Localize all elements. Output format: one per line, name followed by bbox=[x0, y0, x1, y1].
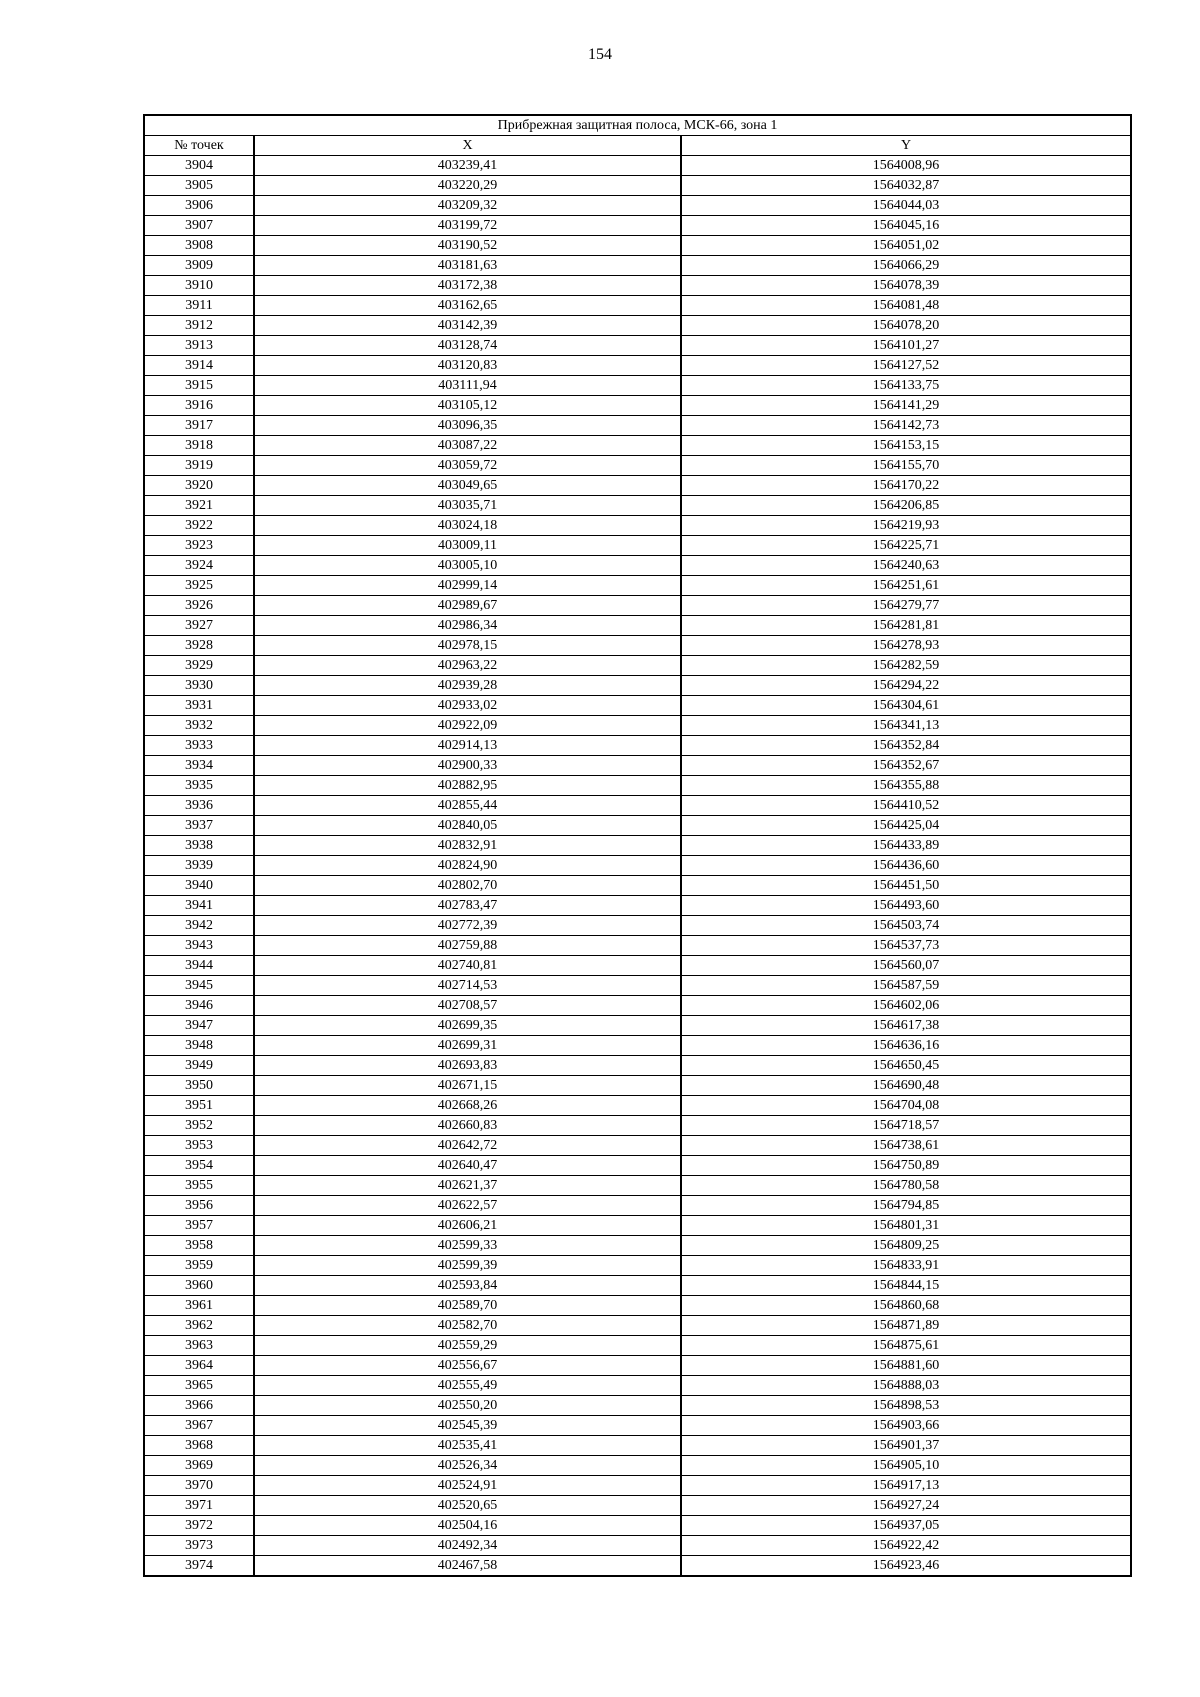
point-number-cell: 3922 bbox=[144, 516, 254, 536]
table-caption-row bbox=[144, 115, 1131, 136]
coordinates-table bbox=[143, 114, 1132, 1577]
y-coordinate-cell: 1564410,52 bbox=[681, 796, 1131, 816]
x-coordinate-cell: 402708,57 bbox=[254, 996, 681, 1016]
table-row bbox=[144, 856, 1131, 876]
y-coordinate-cell: 1564133,75 bbox=[681, 376, 1131, 396]
point-number-cell: 3949 bbox=[144, 1056, 254, 1076]
y-coordinate-cell: 1564206,85 bbox=[681, 496, 1131, 516]
table-row bbox=[144, 1176, 1131, 1196]
x-coordinate-cell: 403035,71 bbox=[254, 496, 681, 516]
table-row bbox=[144, 1496, 1131, 1516]
point-number-cell: 3941 bbox=[144, 896, 254, 916]
point-number-cell: 3955 bbox=[144, 1176, 254, 1196]
table-row bbox=[144, 1296, 1131, 1316]
point-number-cell: 3938 bbox=[144, 836, 254, 856]
x-coordinate-cell: 403181,63 bbox=[254, 256, 681, 276]
y-coordinate-cell: 1564844,15 bbox=[681, 1276, 1131, 1296]
x-coordinate-cell: 402855,44 bbox=[254, 796, 681, 816]
x-coordinate-cell: 402772,39 bbox=[254, 916, 681, 936]
y-coordinate-cell: 1564155,70 bbox=[681, 456, 1131, 476]
x-coordinate-cell: 403162,65 bbox=[254, 296, 681, 316]
y-coordinate-cell: 1564141,29 bbox=[681, 396, 1131, 416]
table-row bbox=[144, 316, 1131, 336]
point-number-cell: 3926 bbox=[144, 596, 254, 616]
x-coordinate-cell: 402599,33 bbox=[254, 1236, 681, 1256]
x-coordinate-cell: 403239,41 bbox=[254, 156, 681, 176]
x-coordinate-cell: 402740,81 bbox=[254, 956, 681, 976]
x-coordinate-cell: 403172,38 bbox=[254, 276, 681, 296]
y-coordinate-cell: 1564493,60 bbox=[681, 896, 1131, 916]
table-row bbox=[144, 1396, 1131, 1416]
x-coordinate-cell: 402535,41 bbox=[254, 1436, 681, 1456]
point-number-cell: 3972 bbox=[144, 1516, 254, 1536]
point-number-cell: 3960 bbox=[144, 1276, 254, 1296]
table-row bbox=[144, 396, 1131, 416]
x-coordinate-cell: 403199,72 bbox=[254, 216, 681, 236]
x-coordinate-cell: 402699,31 bbox=[254, 1036, 681, 1056]
point-number-cell: 3908 bbox=[144, 236, 254, 256]
point-number-cell: 3954 bbox=[144, 1156, 254, 1176]
y-coordinate-cell: 1564833,91 bbox=[681, 1256, 1131, 1276]
y-coordinate-cell: 1564078,20 bbox=[681, 316, 1131, 336]
x-coordinate-cell: 402693,83 bbox=[254, 1056, 681, 1076]
point-number-cell: 3907 bbox=[144, 216, 254, 236]
x-coordinate-cell: 402492,34 bbox=[254, 1536, 681, 1556]
x-coordinate-cell: 402989,67 bbox=[254, 596, 681, 616]
table-row bbox=[144, 416, 1131, 436]
y-coordinate-cell: 1564051,02 bbox=[681, 236, 1131, 256]
table-row bbox=[144, 1136, 1131, 1156]
point-number-cell: 3916 bbox=[144, 396, 254, 416]
y-coordinate-cell: 1564066,29 bbox=[681, 256, 1131, 276]
y-coordinate-cell: 1564425,04 bbox=[681, 816, 1131, 836]
x-coordinate-cell: 402622,57 bbox=[254, 1196, 681, 1216]
point-number-cell: 3944 bbox=[144, 956, 254, 976]
y-coordinate-cell: 1564032,87 bbox=[681, 176, 1131, 196]
x-coordinate-cell: 402593,84 bbox=[254, 1276, 681, 1296]
y-coordinate-cell: 1564801,31 bbox=[681, 1216, 1131, 1236]
column-header-y: Y bbox=[681, 136, 1131, 156]
table-row bbox=[144, 936, 1131, 956]
table-row bbox=[144, 1416, 1131, 1436]
table-row bbox=[144, 536, 1131, 556]
y-coordinate-cell: 1564170,22 bbox=[681, 476, 1131, 496]
point-number-cell: 3964 bbox=[144, 1356, 254, 1376]
table-row bbox=[144, 236, 1131, 256]
y-coordinate-cell: 1564560,07 bbox=[681, 956, 1131, 976]
point-number-cell: 3915 bbox=[144, 376, 254, 396]
x-coordinate-cell: 402520,65 bbox=[254, 1496, 681, 1516]
point-number-cell: 3935 bbox=[144, 776, 254, 796]
x-coordinate-cell: 402999,14 bbox=[254, 576, 681, 596]
table-row bbox=[144, 896, 1131, 916]
y-coordinate-cell: 1564875,61 bbox=[681, 1336, 1131, 1356]
table-row bbox=[144, 476, 1131, 496]
y-coordinate-cell: 1564937,05 bbox=[681, 1516, 1131, 1536]
x-coordinate-cell: 402783,47 bbox=[254, 896, 681, 916]
x-coordinate-cell: 402640,47 bbox=[254, 1156, 681, 1176]
x-coordinate-cell: 402642,72 bbox=[254, 1136, 681, 1156]
y-coordinate-cell: 1564251,61 bbox=[681, 576, 1131, 596]
table-row bbox=[144, 1556, 1131, 1577]
table-row bbox=[144, 456, 1131, 476]
table-row bbox=[144, 516, 1131, 536]
point-number-cell: 3963 bbox=[144, 1336, 254, 1356]
x-coordinate-cell: 402599,39 bbox=[254, 1256, 681, 1276]
x-coordinate-cell: 402524,91 bbox=[254, 1476, 681, 1496]
table-row bbox=[144, 1476, 1131, 1496]
table-row bbox=[144, 576, 1131, 596]
y-coordinate-cell: 1564278,93 bbox=[681, 636, 1131, 656]
table-row bbox=[144, 916, 1131, 936]
point-number-cell: 3958 bbox=[144, 1236, 254, 1256]
point-number-cell: 3950 bbox=[144, 1076, 254, 1096]
x-coordinate-cell: 402582,70 bbox=[254, 1316, 681, 1336]
y-coordinate-cell: 1564142,73 bbox=[681, 416, 1131, 436]
point-number-cell: 3932 bbox=[144, 716, 254, 736]
y-coordinate-cell: 1564871,89 bbox=[681, 1316, 1131, 1336]
table-row bbox=[144, 1456, 1131, 1476]
y-coordinate-cell: 1564690,48 bbox=[681, 1076, 1131, 1096]
y-coordinate-cell: 1564602,06 bbox=[681, 996, 1131, 1016]
y-coordinate-cell: 1564718,57 bbox=[681, 1116, 1131, 1136]
table-row bbox=[144, 1236, 1131, 1256]
table-row bbox=[144, 176, 1131, 196]
table-row bbox=[144, 1316, 1131, 1336]
x-coordinate-cell: 403120,83 bbox=[254, 356, 681, 376]
table-row bbox=[144, 556, 1131, 576]
table-row bbox=[144, 1096, 1131, 1116]
point-number-cell: 3917 bbox=[144, 416, 254, 436]
y-coordinate-cell: 1564901,37 bbox=[681, 1436, 1131, 1456]
x-coordinate-cell: 402671,15 bbox=[254, 1076, 681, 1096]
y-coordinate-cell: 1564341,13 bbox=[681, 716, 1131, 736]
point-number-cell: 3965 bbox=[144, 1376, 254, 1396]
table-row bbox=[144, 336, 1131, 356]
y-coordinate-cell: 1564809,25 bbox=[681, 1236, 1131, 1256]
table-row bbox=[144, 656, 1131, 676]
table-row bbox=[144, 696, 1131, 716]
y-coordinate-cell: 1564617,38 bbox=[681, 1016, 1131, 1036]
x-coordinate-cell: 402802,70 bbox=[254, 876, 681, 896]
y-coordinate-cell: 1564433,89 bbox=[681, 836, 1131, 856]
x-coordinate-cell: 402714,53 bbox=[254, 976, 681, 996]
y-coordinate-cell: 1564281,81 bbox=[681, 616, 1131, 636]
point-number-cell: 3930 bbox=[144, 676, 254, 696]
y-coordinate-cell: 1564436,60 bbox=[681, 856, 1131, 876]
table-row bbox=[144, 1076, 1131, 1096]
point-number-cell: 3971 bbox=[144, 1496, 254, 1516]
y-coordinate-cell: 1564650,45 bbox=[681, 1056, 1131, 1076]
x-coordinate-cell: 403190,52 bbox=[254, 236, 681, 256]
point-number-cell: 3913 bbox=[144, 336, 254, 356]
y-coordinate-cell: 1564127,52 bbox=[681, 356, 1131, 376]
x-coordinate-cell: 403059,72 bbox=[254, 456, 681, 476]
point-number-cell: 3953 bbox=[144, 1136, 254, 1156]
y-coordinate-cell: 1564905,10 bbox=[681, 1456, 1131, 1476]
point-number-cell: 3918 bbox=[144, 436, 254, 456]
y-coordinate-cell: 1564081,48 bbox=[681, 296, 1131, 316]
y-coordinate-cell: 1564898,53 bbox=[681, 1396, 1131, 1416]
point-number-cell: 3928 bbox=[144, 636, 254, 656]
y-coordinate-cell: 1564917,13 bbox=[681, 1476, 1131, 1496]
y-coordinate-cell: 1564352,84 bbox=[681, 736, 1131, 756]
y-coordinate-cell: 1564922,42 bbox=[681, 1536, 1131, 1556]
point-number-cell: 3906 bbox=[144, 196, 254, 216]
table-row bbox=[144, 1156, 1131, 1176]
x-coordinate-cell: 402526,34 bbox=[254, 1456, 681, 1476]
x-coordinate-cell: 402559,29 bbox=[254, 1336, 681, 1356]
point-number-cell: 3923 bbox=[144, 536, 254, 556]
x-coordinate-cell: 402699,35 bbox=[254, 1016, 681, 1036]
table-row bbox=[144, 1256, 1131, 1276]
table-row bbox=[144, 716, 1131, 736]
x-coordinate-cell: 402759,88 bbox=[254, 936, 681, 956]
point-number-cell: 3948 bbox=[144, 1036, 254, 1056]
y-coordinate-cell: 1564537,73 bbox=[681, 936, 1131, 956]
x-coordinate-cell: 403005,10 bbox=[254, 556, 681, 576]
point-number-cell: 3909 bbox=[144, 256, 254, 276]
table-row bbox=[144, 1436, 1131, 1456]
y-coordinate-cell: 1564352,67 bbox=[681, 756, 1131, 776]
point-number-cell: 3946 bbox=[144, 996, 254, 1016]
y-coordinate-cell: 1564044,03 bbox=[681, 196, 1131, 216]
table-row bbox=[144, 736, 1131, 756]
point-number-cell: 3904 bbox=[144, 156, 254, 176]
point-number-cell: 3962 bbox=[144, 1316, 254, 1336]
x-coordinate-cell: 403142,39 bbox=[254, 316, 681, 336]
point-number-cell: 3970 bbox=[144, 1476, 254, 1496]
x-coordinate-cell: 403049,65 bbox=[254, 476, 681, 496]
x-coordinate-cell: 402824,90 bbox=[254, 856, 681, 876]
table-row bbox=[144, 276, 1131, 296]
y-coordinate-cell: 1564780,58 bbox=[681, 1176, 1131, 1196]
point-number-cell: 3952 bbox=[144, 1116, 254, 1136]
x-coordinate-cell: 403111,94 bbox=[254, 376, 681, 396]
x-coordinate-cell: 402545,39 bbox=[254, 1416, 681, 1436]
x-coordinate-cell: 402939,28 bbox=[254, 676, 681, 696]
x-coordinate-cell: 403087,22 bbox=[254, 436, 681, 456]
table-row bbox=[144, 1336, 1131, 1356]
y-coordinate-cell: 1564451,50 bbox=[681, 876, 1131, 896]
x-coordinate-cell: 402832,91 bbox=[254, 836, 681, 856]
point-number-cell: 3945 bbox=[144, 976, 254, 996]
point-number-cell: 3969 bbox=[144, 1456, 254, 1476]
point-number-cell: 3939 bbox=[144, 856, 254, 876]
page-number: 154 bbox=[588, 46, 612, 63]
y-coordinate-cell: 1564153,15 bbox=[681, 436, 1131, 456]
point-number-cell: 3929 bbox=[144, 656, 254, 676]
table-row bbox=[144, 1276, 1131, 1296]
y-coordinate-cell: 1564078,39 bbox=[681, 276, 1131, 296]
y-coordinate-cell: 1564101,27 bbox=[681, 336, 1131, 356]
point-number-cell: 3942 bbox=[144, 916, 254, 936]
point-number-cell: 3951 bbox=[144, 1096, 254, 1116]
table-row bbox=[144, 636, 1131, 656]
y-coordinate-cell: 1564881,60 bbox=[681, 1356, 1131, 1376]
point-number-cell: 3933 bbox=[144, 736, 254, 756]
x-coordinate-cell: 402550,20 bbox=[254, 1396, 681, 1416]
x-coordinate-cell: 403209,32 bbox=[254, 196, 681, 216]
point-number-cell: 3931 bbox=[144, 696, 254, 716]
point-number-cell: 3919 bbox=[144, 456, 254, 476]
table-row bbox=[144, 976, 1131, 996]
x-coordinate-cell: 402922,09 bbox=[254, 716, 681, 736]
table-row bbox=[144, 756, 1131, 776]
point-number-cell: 3967 bbox=[144, 1416, 254, 1436]
x-coordinate-cell: 402963,22 bbox=[254, 656, 681, 676]
y-coordinate-cell: 1564927,24 bbox=[681, 1496, 1131, 1516]
point-number-cell: 3927 bbox=[144, 616, 254, 636]
x-coordinate-cell: 402606,21 bbox=[254, 1216, 681, 1236]
point-number-cell: 3934 bbox=[144, 756, 254, 776]
table-row bbox=[144, 196, 1131, 216]
point-number-cell: 3959 bbox=[144, 1256, 254, 1276]
point-number-cell: 3911 bbox=[144, 296, 254, 316]
y-coordinate-cell: 1564294,22 bbox=[681, 676, 1131, 696]
table-row bbox=[144, 676, 1131, 696]
x-coordinate-cell: 402555,49 bbox=[254, 1376, 681, 1396]
point-number-cell: 3910 bbox=[144, 276, 254, 296]
table-row bbox=[144, 296, 1131, 316]
x-coordinate-cell: 402668,26 bbox=[254, 1096, 681, 1116]
point-number-cell: 3966 bbox=[144, 1396, 254, 1416]
x-coordinate-cell: 403105,12 bbox=[254, 396, 681, 416]
x-coordinate-cell: 402900,33 bbox=[254, 756, 681, 776]
point-number-cell: 3956 bbox=[144, 1196, 254, 1216]
y-coordinate-cell: 1564738,61 bbox=[681, 1136, 1131, 1156]
y-coordinate-cell: 1564794,85 bbox=[681, 1196, 1131, 1216]
table-row bbox=[144, 816, 1131, 836]
x-coordinate-cell: 402589,70 bbox=[254, 1296, 681, 1316]
point-number-cell: 3912 bbox=[144, 316, 254, 336]
x-coordinate-cell: 402986,34 bbox=[254, 616, 681, 636]
x-coordinate-cell: 402933,02 bbox=[254, 696, 681, 716]
table-row bbox=[144, 1536, 1131, 1556]
y-coordinate-cell: 1564282,59 bbox=[681, 656, 1131, 676]
point-number-cell: 3921 bbox=[144, 496, 254, 516]
table-row bbox=[144, 596, 1131, 616]
point-number-cell: 3925 bbox=[144, 576, 254, 596]
x-coordinate-cell: 402621,37 bbox=[254, 1176, 681, 1196]
y-coordinate-cell: 1564903,66 bbox=[681, 1416, 1131, 1436]
y-coordinate-cell: 1564503,74 bbox=[681, 916, 1131, 936]
y-coordinate-cell: 1564240,63 bbox=[681, 556, 1131, 576]
table-row bbox=[144, 1116, 1131, 1136]
x-coordinate-cell: 402840,05 bbox=[254, 816, 681, 836]
x-coordinate-cell: 403128,74 bbox=[254, 336, 681, 356]
y-coordinate-cell: 1564219,93 bbox=[681, 516, 1131, 536]
x-coordinate-cell: 403009,11 bbox=[254, 536, 681, 556]
table-caption: Прибрежная защитная полоса, МСК-66, зона 1 bbox=[144, 115, 1131, 136]
y-coordinate-cell: 1564923,46 bbox=[681, 1556, 1131, 1577]
point-number-cell: 3914 bbox=[144, 356, 254, 376]
y-coordinate-cell: 1564888,03 bbox=[681, 1376, 1131, 1396]
table-row bbox=[144, 1356, 1131, 1376]
table-row bbox=[144, 1516, 1131, 1536]
table-row bbox=[144, 836, 1131, 856]
y-coordinate-cell: 1564225,71 bbox=[681, 536, 1131, 556]
point-number-cell: 3936 bbox=[144, 796, 254, 816]
table-row bbox=[144, 376, 1131, 396]
table-row bbox=[144, 1376, 1131, 1396]
y-coordinate-cell: 1564636,16 bbox=[681, 1036, 1131, 1056]
column-header-point-number: № точек bbox=[144, 136, 254, 156]
table-row bbox=[144, 996, 1131, 1016]
point-number-cell: 3947 bbox=[144, 1016, 254, 1036]
point-number-cell: 3937 bbox=[144, 816, 254, 836]
table-row bbox=[144, 1216, 1131, 1236]
table-row bbox=[144, 496, 1131, 516]
y-coordinate-cell: 1564704,08 bbox=[681, 1096, 1131, 1116]
point-number-cell: 3973 bbox=[144, 1536, 254, 1556]
x-coordinate-cell: 402556,67 bbox=[254, 1356, 681, 1376]
x-coordinate-cell: 402882,95 bbox=[254, 776, 681, 796]
table-row bbox=[144, 356, 1131, 376]
x-coordinate-cell: 402914,13 bbox=[254, 736, 681, 756]
point-number-cell: 3943 bbox=[144, 936, 254, 956]
point-number-cell: 3905 bbox=[144, 176, 254, 196]
x-coordinate-cell: 402467,58 bbox=[254, 1556, 681, 1577]
point-number-cell: 3920 bbox=[144, 476, 254, 496]
table-row bbox=[144, 256, 1131, 276]
x-coordinate-cell: 402504,16 bbox=[254, 1516, 681, 1536]
table-row bbox=[144, 1056, 1131, 1076]
table-header-row bbox=[144, 136, 1131, 156]
table-row bbox=[144, 876, 1131, 896]
table-row bbox=[144, 216, 1131, 236]
point-number-cell: 3957 bbox=[144, 1216, 254, 1236]
y-coordinate-cell: 1564045,16 bbox=[681, 216, 1131, 236]
table-row bbox=[144, 776, 1131, 796]
x-coordinate-cell: 402978,15 bbox=[254, 636, 681, 656]
y-coordinate-cell: 1564860,68 bbox=[681, 1296, 1131, 1316]
table-row bbox=[144, 956, 1131, 976]
y-coordinate-cell: 1564355,88 bbox=[681, 776, 1131, 796]
table-row bbox=[144, 1016, 1131, 1036]
table-row bbox=[144, 1196, 1131, 1216]
x-coordinate-cell: 403096,35 bbox=[254, 416, 681, 436]
y-coordinate-cell: 1564008,96 bbox=[681, 156, 1131, 176]
point-number-cell: 3968 bbox=[144, 1436, 254, 1456]
y-coordinate-cell: 1564750,89 bbox=[681, 1156, 1131, 1176]
point-number-cell: 3974 bbox=[144, 1556, 254, 1577]
table-row bbox=[144, 796, 1131, 816]
y-coordinate-cell: 1564279,77 bbox=[681, 596, 1131, 616]
x-coordinate-cell: 403220,29 bbox=[254, 176, 681, 196]
table-row bbox=[144, 156, 1131, 176]
y-coordinate-cell: 1564304,61 bbox=[681, 696, 1131, 716]
x-coordinate-cell: 403024,18 bbox=[254, 516, 681, 536]
y-coordinate-cell: 1564587,59 bbox=[681, 976, 1131, 996]
x-coordinate-cell: 402660,83 bbox=[254, 1116, 681, 1136]
table-row bbox=[144, 1036, 1131, 1056]
column-header-x: X bbox=[254, 136, 681, 156]
point-number-cell: 3940 bbox=[144, 876, 254, 896]
point-number-cell: 3961 bbox=[144, 1296, 254, 1316]
table-row bbox=[144, 616, 1131, 636]
table-row bbox=[144, 436, 1131, 456]
point-number-cell: 3924 bbox=[144, 556, 254, 576]
